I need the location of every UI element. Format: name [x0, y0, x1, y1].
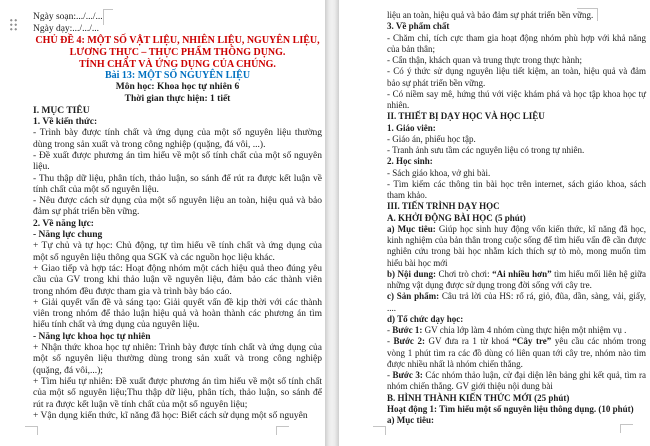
page-right [339, 0, 650, 446]
subject-line: Môn học: Khoa học tự nhiên 6 [115, 82, 240, 93]
paragraph [387, 404, 646, 415]
paragraph [387, 269, 646, 292]
text-run: GV chia lớp làm 4 nhóm cùng thực hiện một nhiệm vụ . [422, 325, 627, 335]
lesson-title: Bài 13: MỘT SỐ NGUYÊN LIỆU [104, 70, 251, 82]
text-run: “Ai nhiều hơn” [492, 268, 552, 279]
text-run: a) Mục tiêu: [387, 223, 436, 234]
paragraph [387, 10, 646, 21]
text-run: - Tranh ảnh sưu tầm các nguyên liệu có trong tự nhiên. [387, 145, 585, 155]
paragraph [387, 415, 646, 426]
paragraph [387, 314, 646, 325]
text-run: Chơi trò chơi: [436, 268, 493, 279]
paragraph [33, 106, 322, 117]
paragraph [387, 291, 646, 314]
text-run: - Cẩn thận, khách quan và trung thực trong thực hành; [387, 55, 582, 65]
page-gap [325, 0, 339, 446]
text-run: I. MỤC TIÊU [33, 105, 90, 116]
text-run: - Trình bày được tính chất và ứng dụng của một số nguyên liệu thường dùng trong sản xuất và trong công nghiệp (quặng, đá vôi, ...). [33, 128, 322, 150]
right-page-body [387, 10, 646, 426]
text-run: - [387, 325, 393, 335]
text-run: B. HÌNH THÀNH KIẾN THỨC MỚI (25 phút) [387, 392, 570, 403]
text-boundary-mark [373, 426, 386, 435]
text-run: Bước 3: [392, 370, 423, 380]
paragraph [387, 134, 646, 145]
paragraph [387, 21, 646, 32]
date-prepared-line: Ngày soạn:.../.../... [33, 12, 103, 22]
text-run: Bước 2: [393, 336, 425, 347]
text-run: - Có niềm say mê, hứng thú với việc khám phá và học tập khoa học tự nhiên. [387, 88, 646, 110]
text-run: + Tìm hiểu tự nhiên: Đề xuất được phương án tìm hiểu về một số tính chất của một số nguyên liệu;Thu thập dữ liệu, phân tích, thảo luận, so sánh để rút ra được kết luận về tính chất của một số nguyên liệu; [33, 376, 322, 410]
duration-line: Thời gian thực hiện: 1 tiết [124, 93, 231, 104]
text-run: - Nêu được cách sử dụng của một số nguyên liệu an toàn, hiệu quả và bảo đảm sự phát triển bền vững. [33, 196, 322, 218]
text-run: c) Sản phẩm: [387, 291, 440, 302]
paragraph [387, 145, 646, 156]
text-run: tìm hiểu mối liên hệ giữa những vật dụng được sử dụng trong đời sống với cây tre. [387, 268, 647, 290]
text-run: - Thu thập dữ liệu, phân tích, thảo luận, so sánh để rút ra được kết luận về tính chất của một số nguyên liệu. [33, 173, 322, 195]
text-run: yêu cầu các nhóm trong vòng 1 phút tìm ra các đồ dùng có liên quan tới cây tre, nhóm nào tìm được nhiều nhất là nhóm chiến thắng. [387, 336, 646, 369]
paragraph [33, 332, 322, 343]
text-run: Bước 1: [392, 325, 423, 335]
paragraph [33, 128, 322, 151]
paragraph [387, 325, 646, 336]
text-run: 3. Về phẩm chất [387, 21, 450, 32]
text-run: - [387, 370, 393, 380]
text-run: - Sách giáo khoa, vở ghi bài. [387, 167, 491, 178]
chapter-title-line: CHỦ ĐỀ 4: MỘT SỐ VẬT LIỆU, NHIÊN LIỆU, NGUYÊN LIỆU, [35, 35, 320, 46]
text-run: d) Tổ chức dạy học: [387, 313, 464, 324]
text-run: II. THIẾT BỊ DẠY HỌC VÀ HỌC LIỆU [387, 111, 545, 122]
paragraph [387, 168, 646, 179]
paragraph [387, 156, 646, 167]
paragraph [387, 66, 646, 89]
text-boundary-mark [276, 426, 289, 435]
text-run: - Năng lực chung [33, 230, 103, 241]
text-run: 2. Học sinh: [387, 156, 433, 167]
drag-handle-icon[interactable] [9, 18, 18, 31]
left-page-body [33, 106, 322, 422]
paragraph [387, 33, 646, 56]
text-run: a) Mục tiêu: [387, 415, 434, 425]
text-run: - Giáo án, phiếu học tập. [387, 133, 476, 144]
paragraph [387, 111, 646, 122]
paragraph [387, 55, 646, 66]
paragraph [33, 411, 322, 422]
paragraph [387, 224, 646, 269]
text-run: liệu an toàn, hiệu quả và bảo đảm sự phát triển bền vững. [387, 10, 594, 20]
chapter-title-line: LƯƠNG THỰC – THỰC PHẨM THÔNG DỤNG. [69, 46, 286, 58]
paragraph [33, 264, 322, 298]
paragraph [387, 89, 646, 112]
paragraph [387, 201, 646, 212]
text-run: “Cây tre” [512, 336, 552, 347]
right-page-content [387, 10, 646, 426]
text-run: 1. Giáo viên: [387, 122, 436, 133]
text-run: - Chăm chỉ, tích cực tham gia hoạt động nhóm phù hợp với khả năng của bản thân; [387, 32, 646, 54]
text-run: - [387, 336, 394, 347]
paragraph [387, 393, 646, 404]
text-run: Câu trả lời của HS: rổ rá, giỏ, đũa, dần, sàng, vải, giấy, .... [387, 291, 646, 313]
text-run: - Đề xuất được phương án tìm hiểu về một số tính chất của một số nguyên liệu. [33, 150, 322, 173]
paragraph [33, 151, 322, 174]
paragraph [33, 343, 322, 377]
text-run: Hoạt động 1: Tìm hiểu một số nguyên liệu thông dụng. (10 phút) [387, 403, 634, 414]
text-run: Các nhóm thảo luận, cử đại diện lên bảng ghi kết quả, tìm ra nhóm chiến thắng. GV giới thiệu nội dung bài [387, 370, 646, 392]
text-run: Giúp học sinh huy động vốn kiến thức, kĩ năng đã học, kinh nghiệm của bản thân trong cuộc sống để tìm hiểu vấn đề cần được nghiên cứu trong bài học nhằm kích thích sự tò mò, mong muốn tìm hiểu bài học mới [387, 223, 646, 268]
text-run: - Có ý thức sử dụng nguyên liệu tiết kiệm, an toàn, hiệu quả và đảm bảo sự phát triển bền vững. [387, 66, 646, 88]
text-run: + Nhận thức khoa học tự nhiên: Trình bày được tính chất và ứng dụng của một số nguyên liệu thường dùng trong sản xuất và trong công nghiệp (quặng, đá vôi,...); [33, 343, 322, 376]
paragraph [33, 174, 322, 197]
paragraph [387, 370, 646, 393]
paragraph [33, 298, 322, 332]
text-run: 2. Về năng lực: [33, 218, 94, 229]
left-page-content [33, 12, 322, 422]
chapter-title-line: TÍNH CHẤT VÀ ỨNG DỤNG CỦA CHÚNG. [79, 58, 276, 70]
paragraph [33, 241, 322, 264]
text-run: - Năng lực khoa học tự nhiên [33, 331, 151, 342]
paragraph [387, 179, 646, 202]
text-run: + Giải quyết vấn đề và sáng tạo: Giải quyết vấn đề kịp thời với các thành viên trong nhóm để thảo luận hiệu quả và hoàn thành các phương án tìm hiểu tính chất và ứng dụng của nguyên liệu. [33, 297, 322, 331]
paragraph [33, 117, 322, 128]
text-run: b) Nội dung: [387, 268, 437, 279]
text-run: 1. Về kiến thức: [33, 117, 98, 128]
text-run: III. TIẾN TRÌNH DẠY HỌC [387, 201, 500, 212]
text-run: + Giao tiếp và hợp tác: Hoạt động nhóm một cách hiệu quả theo đúng yêu cầu của GV trong khi thảo luận về nguyên liệu, đảm bảo các thành viên trong nhóm đều được tham gia và trình bày báo cáo. [33, 263, 322, 297]
text-run: A. KHỞI ĐỘNG BÀI HỌC (5 phút) [387, 212, 526, 223]
paragraph [33, 219, 322, 230]
text-run: + Vận dụng kiến thức, kĩ năng đã học: Biết cách sử dụng một số nguyên [33, 410, 308, 421]
paragraph [387, 336, 646, 370]
paragraph [387, 213, 646, 224]
date-taught-line: Ngày dạy:.../.../... [33, 23, 99, 34]
paragraph [33, 196, 322, 219]
text-run: + Tự chủ và tự học: Chủ động, tự tìm hiểu về tính chất và ứng dụng của một số nguyên liệu thông qua SGK và các nguồn học liệu khác. [33, 241, 322, 263]
paragraph [33, 230, 322, 241]
text-boundary-mark [25, 426, 38, 435]
text-run: GV đưa ra 1 từ khoá [424, 336, 513, 347]
text-run: - Tìm kiếm các thông tin bài học trên internet, sách giáo khoa, sách tham khảo. [387, 178, 646, 200]
paragraph [33, 377, 322, 411]
paragraph [387, 123, 646, 134]
